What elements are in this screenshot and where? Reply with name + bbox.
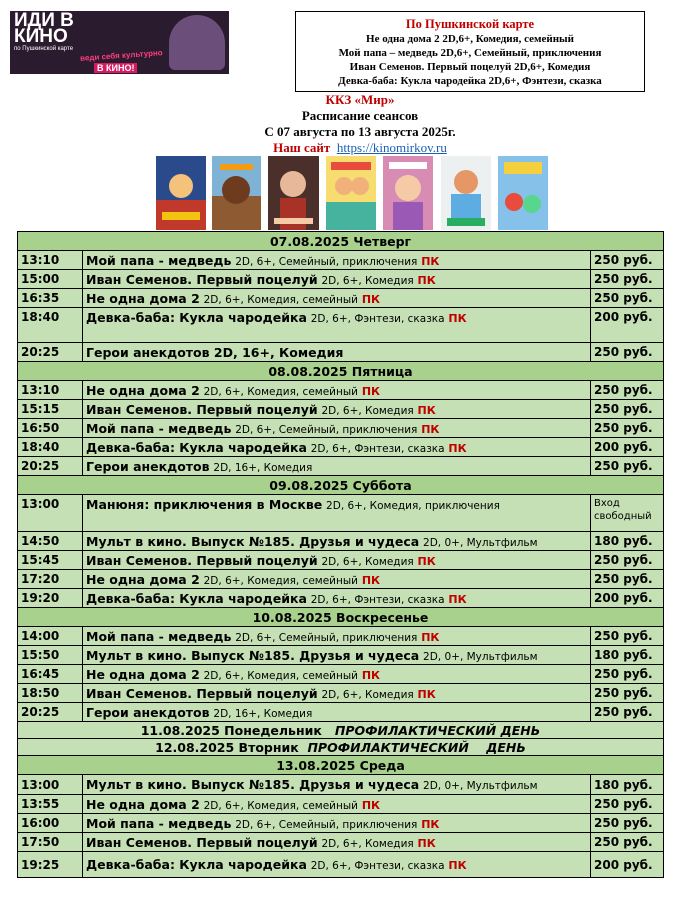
pushkin-card-line: Не одна дома 2 2D,6+, Комедия, семейный [366,33,574,45]
movie-title: Девка-баба: Кукла чародейка [86,439,307,455]
pk-mark: ПК [361,798,381,812]
session-time: 16:00 [18,814,83,833]
movie-info: 2D, 16+, Комедия [213,461,313,474]
maintenance-note: ПРОФИЛАКТИЧЕСКИЙ ДЕНЬ [334,722,541,738]
movie-info: 2D, 6+, Фэнтези, сказка [310,313,445,325]
session-time: 16:35 [18,289,83,308]
pk-mark: ПК [361,573,381,587]
session-row[interactable] [18,343,664,362]
day-header-row [18,756,664,775]
session-title-cell [83,400,591,419]
schedule-table [17,231,664,878]
session-title-cell [83,795,591,814]
day-label: 09.08.2025 Суббота [18,476,664,495]
maintenance-day-row [18,722,664,739]
poster-moi-papa-medved[interactable] [156,156,206,230]
session-price: 250 руб. [591,419,664,438]
pk-mark: ПК [421,817,440,831]
pushkin-card-box [295,11,645,92]
session-title-cell [83,814,591,833]
movie-info: 2D, 0+, Мультфильм [423,650,538,663]
session-time: 15:50 [18,646,83,665]
session-row[interactable] [18,400,664,419]
session-price: 200 руб. [591,308,664,343]
session-price: 250 руб. [591,400,664,419]
session-price: 180 руб. [591,775,664,795]
session-time: 19:25 [18,852,83,878]
session-time: 13:10 [18,251,83,270]
movie-info: 2D, 6+, Комедия [321,274,414,287]
banner-slogan: веди себя культурно [79,48,163,63]
session-row[interactable] [18,270,664,289]
pk-mark: ПК [361,668,381,682]
session-row[interactable] [18,627,664,646]
poster-manyunya[interactable] [441,156,491,230]
session-title-cell [83,251,591,270]
session-title-cell [83,665,591,684]
session-title-cell [83,684,591,703]
movie-info: 2D, 6+, Комедия, семейный [203,574,358,587]
movie-info: 2D, 6+, Фэнтези, сказка [310,860,445,872]
poster-ivan-semenov[interactable] [326,156,376,230]
pk-mark: ПК [417,403,436,417]
session-row[interactable] [18,852,664,878]
pushkin-card-header: По Пушкинской карте [405,17,535,31]
movie-title: Иван Семенов. Первый поцелуй [86,271,318,287]
session-price: 250 руб. [591,795,664,814]
session-price: 250 руб. [591,703,664,722]
movie-info: 2D, 6+, Комедия [321,404,414,417]
session-price: 250 руб. [591,551,664,570]
pushkin-card-banner [10,11,229,74]
session-price: 200 руб. [591,589,664,608]
session-title-cell [83,852,591,878]
session-price [591,495,664,532]
movie-title: Не одна дома 2 [86,666,200,682]
pk-mark: ПК [421,630,440,644]
session-row[interactable] [18,570,664,589]
session-time: 17:50 [18,833,83,852]
session-title-cell [83,627,591,646]
session-row[interactable] [18,308,664,343]
pk-mark: ПК [448,859,467,872]
session-title-cell [83,457,591,476]
session-time: 15:45 [18,551,83,570]
session-time: 20:25 [18,457,83,476]
session-price: 250 руб. [591,665,664,684]
poster-mult-v-kino[interactable] [498,156,548,230]
session-price: 250 руб. [591,457,664,476]
movie-info: 2D, 6+, Комедия [321,688,414,701]
pushkin-card-line: Мой папа – медведь 2D,6+, Семейный, приключения [338,47,602,59]
session-time: 15:15 [18,400,83,419]
session-price: 250 руб. [591,570,664,589]
pk-mark: ПК [421,254,440,268]
maintenance-day-label [18,722,664,739]
site-label: Наш сайт [273,140,331,155]
session-price: 250 руб. [591,270,664,289]
day-label: 08.08.2025 Пятница [18,362,664,381]
venue-name: ККЗ «Мир» [325,92,395,107]
movie-info: 2D, 6+, Семейный, приключения [235,818,418,831]
session-row[interactable] [18,551,664,570]
movie-title: Иван Семенов. Первый поцелуй [86,552,318,568]
session-row[interactable] [18,833,664,852]
banner-headline [14,13,74,45]
session-row[interactable] [18,381,664,400]
session-title-cell [83,703,591,722]
session-time: 20:25 [18,343,83,362]
session-time: 15:00 [18,270,83,289]
site-link[interactable]: https://kinomirkov.ru [336,140,447,155]
movie-title: Мой папа - медведь [86,420,232,436]
session-title-cell [83,775,591,795]
session-time: 19:20 [18,589,83,608]
session-time: 17:20 [18,570,83,589]
session-title-cell [83,495,591,532]
movie-info: 2D, 6+, Фэнтези, сказка [310,593,445,606]
pushkin-card-line: Иван Семенов. Первый поцелуй 2D,6+, Комедия [349,61,591,73]
session-title-cell [83,646,591,665]
movie-title: Герои анекдотов 2D, 16+, Комедия [86,344,344,360]
session-title-cell [83,833,591,852]
movie-info: 2D, 6+, Фэнтези, сказка [310,442,445,455]
poster-poster-2[interactable] [212,156,261,230]
session-price: 250 руб. [591,833,664,852]
session-row[interactable] [18,684,664,703]
session-title-cell [83,551,591,570]
pk-mark: ПК [448,592,467,606]
pushkin-portrait [169,15,225,70]
session-title-cell [83,270,591,289]
movie-title: Манюня: приключения в Москве [86,497,323,512]
session-title-cell [83,438,591,457]
movie-info: 2D, 6+, Семейный, приключения [235,255,418,268]
session-time: 13:00 [18,775,83,795]
session-time: 16:50 [18,419,83,438]
session-time: 13:55 [18,795,83,814]
session-price: 250 руб. [591,684,664,703]
session-price: 180 руб. [591,532,664,551]
session-row[interactable] [18,532,664,551]
session-title-cell [83,570,591,589]
session-row[interactable] [18,775,664,795]
banner-line-2: КИНО [14,26,68,47]
session-time: 18:50 [18,684,83,703]
movie-title: Не одна дома 2 [86,382,200,398]
movie-info: 2D, 16+, Комедия [213,707,313,720]
session-time: 13:00 [18,495,83,532]
poster-ne-odna-doma-2[interactable] [383,156,433,230]
pk-mark: ПК [361,292,381,306]
session-row[interactable] [18,251,664,270]
session-row[interactable] [18,457,664,476]
session-title-cell [83,289,591,308]
pk-mark: ПК [361,384,381,398]
session-row[interactable] [18,665,664,684]
movie-title: Иван Семенов. Первый поцелуй [86,834,318,850]
site-line [170,140,550,156]
movie-info: 2D, 6+, Семейный, приключения [235,631,418,644]
maintenance-date: 11.08.2025 Понедельник [140,722,322,738]
session-time: 16:45 [18,665,83,684]
movie-title: Мульт в кино. Выпуск №185. Друзья и чудеса [86,533,420,549]
movie-title: Девка-баба: Кукла чародейка [86,857,307,872]
movie-title: Иван Семенов. Первый поцелуй [86,685,318,701]
movie-title: Мульт в кино. Выпуск №185. Друзья и чудеса [86,647,420,663]
movie-info: 2D, 6+, Комедия [321,837,414,850]
session-price: 250 руб. [591,627,664,646]
session-row[interactable] [18,814,664,833]
pk-mark: ПК [417,273,436,287]
pk-mark: ПК [417,554,436,568]
movie-info: 2D, 6+, Семейный, приключения [235,423,418,436]
session-title-cell [83,381,591,400]
day-label: 13.08.2025 Среда [18,756,664,775]
banner-cta: В КИНО! [94,63,137,73]
movie-info: 2D, 6+, Комедия, семейный [203,669,358,682]
session-title-cell [83,419,591,438]
maintenance-note: ПРОФИЛАКТИЧЕСКИЙ ДЕНЬ [307,739,526,755]
movie-title: Иван Семенов. Первый поцелуй [86,401,318,417]
maintenance-day-label [18,739,664,756]
session-price: 200 руб. [591,438,664,457]
session-row[interactable] [18,589,664,608]
movie-title: Не одна дома 2 [86,571,200,587]
day-label: 10.08.2025 Воскресенье [18,608,664,627]
session-row[interactable] [18,646,664,665]
session-price: 250 руб. [591,251,664,270]
pk-mark: ПК [417,836,436,850]
movie-title: Герои анекдотов [86,458,210,474]
session-price: 250 руб. [591,814,664,833]
session-time: 13:10 [18,381,83,400]
session-time: 20:25 [18,703,83,722]
movie-title: Девка-баба: Кукла чародейка [86,310,307,325]
banner-line-1: ИДИ В [14,11,74,31]
session-time: 18:40 [18,438,83,457]
movie-title: Не одна дома 2 [86,290,200,306]
movie-title: Девка-баба: Кукла чародейка [86,590,307,606]
movie-info: 2D, 6+, Комедия [321,555,414,568]
pk-mark: ПК [448,312,467,325]
pushkin-card-line: Девка-баба: Кукла чародейка 2D,6+, Фэнтези, сказка [338,75,602,87]
movie-title: Мой папа - медведь [86,252,232,268]
session-time: 14:00 [18,627,83,646]
session-row[interactable] [18,289,664,308]
schedule-title: Расписание сеансов [301,108,419,123]
session-price: 250 руб. [591,381,664,400]
movie-info: 2D, 6+, Комедия, семейный [203,385,358,398]
day-header-row [18,362,664,381]
session-row[interactable] [18,703,664,722]
maintenance-date: 12.08.2025 Вторник [155,739,299,755]
session-price: 180 руб. [591,646,664,665]
movie-info: 2D, 6+, Комедия, приключения [326,500,500,512]
session-row[interactable] [18,795,664,814]
session-price: 250 руб. [591,343,664,362]
movie-title: Мульт в кино. Выпуск №185. Друзья и чудеса [86,777,420,792]
movie-title: Герои анекдотов [86,704,210,720]
day-header-row [18,476,664,495]
session-time: 18:40 [18,308,83,343]
pk-mark: ПК [421,422,440,436]
pk-mark: ПК [417,687,436,701]
movie-info: 2D, 6+, Комедия, семейный [203,799,358,812]
movie-title: Мой папа - медведь [86,815,232,831]
banner-subline: по Пушкинской карте [14,46,74,52]
movie-info: 2D, 6+, Комедия, семейный [203,293,358,306]
session-row[interactable] [18,419,664,438]
day-label: 07.08.2025 Четверг [18,232,664,251]
movie-info: 2D, 0+, Мультфильм [423,780,538,792]
session-title-cell [83,343,591,362]
day-header-row [18,232,664,251]
free-entry-label: Вход свободный [594,498,652,522]
session-title-cell [83,532,591,551]
movie-info: 2D, 0+, Мультфильм [423,536,538,549]
session-price: 250 руб. [591,289,664,308]
session-row[interactable] [18,438,664,457]
session-time: 14:50 [18,532,83,551]
movie-title: Мой папа - медведь [86,628,232,644]
poster-devka-baba[interactable] [268,156,319,230]
session-title-cell [83,589,591,608]
session-price: 200 руб. [591,852,664,878]
movie-title: Не одна дома 2 [86,796,200,812]
session-title-cell [83,308,591,343]
day-header-row [18,608,664,627]
schedule-dates: С 07 августа по 13 августа 2025г. [264,124,456,139]
maintenance-day-row [18,739,664,756]
session-row[interactable] [18,495,664,532]
pk-mark: ПК [448,441,467,455]
